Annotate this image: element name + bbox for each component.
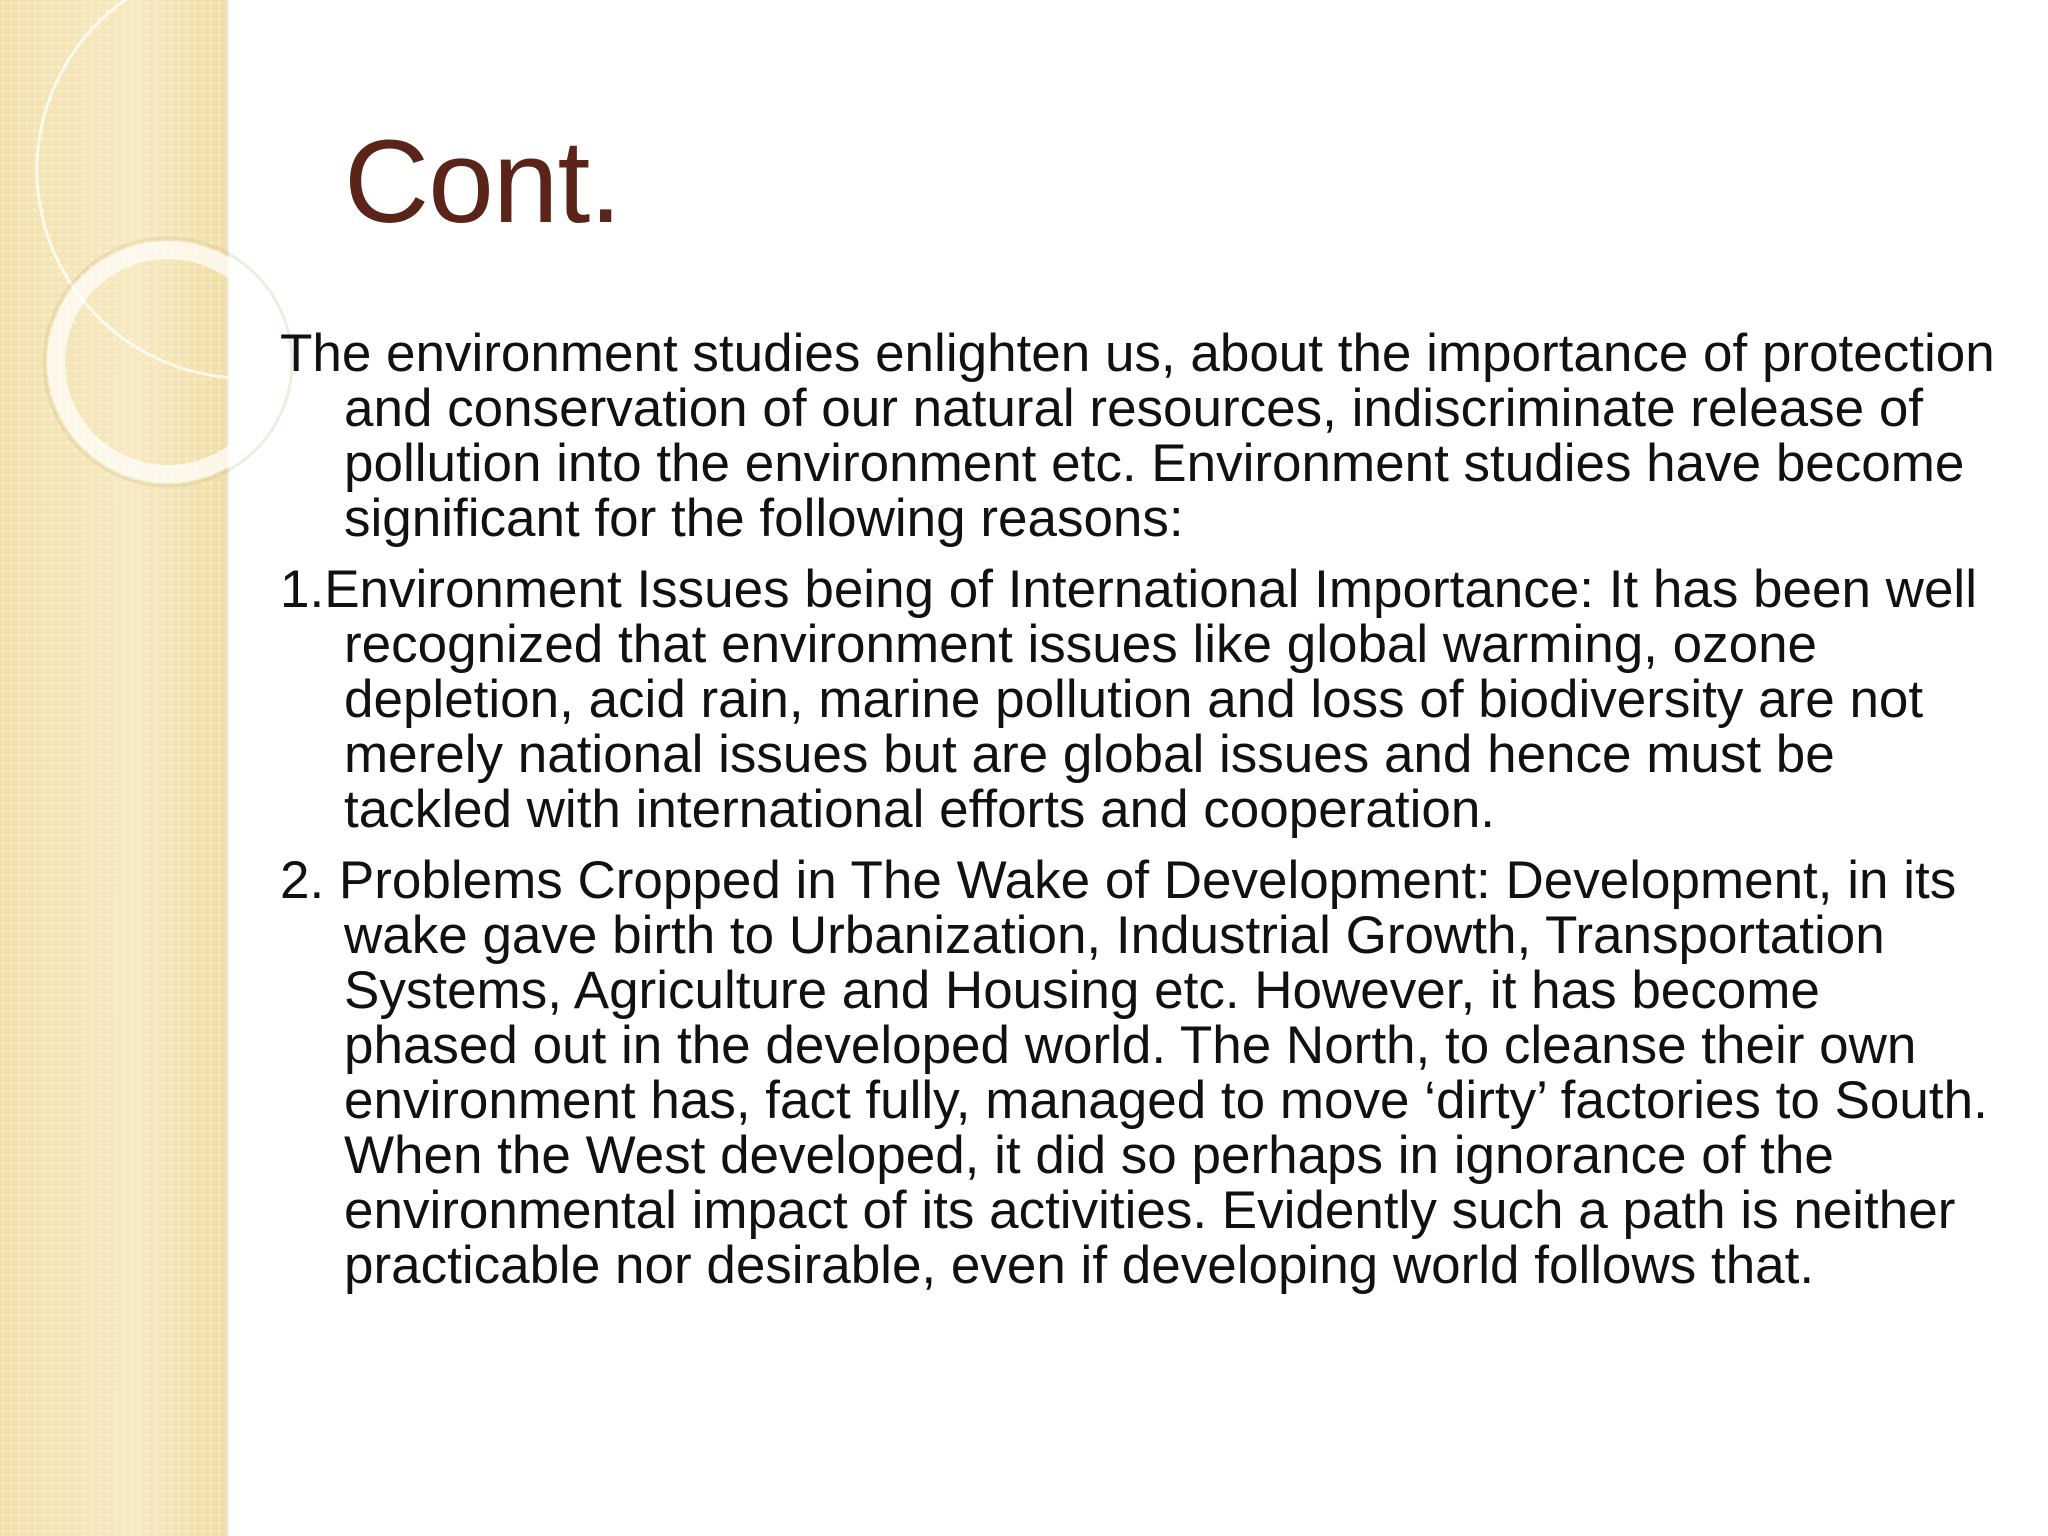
- point-1-paragraph: 1.Environment Issues being of International Importance: It has been well recognized that environment issues like global warming, ozone depletion, acid rain, marine pollution and loss of biodiversity are not merely national issues but are global issues and hence must be tackled with international efforts and cooperation.: [280, 560, 1977, 839]
- slide-title: Cont.: [344, 116, 622, 248]
- slide-body: [280, 326, 2000, 1309]
- decorative-circles: [0, 0, 300, 520]
- point-2-paragraph: 2. Problems Cropped in The Wake of Development: Development, in its wake gave birth to Urbanization, Industrial Growth, Transportation Systems, Agriculture and Housing etc. However, it has become phased out in the developed world. The North, to cleanse their own environment has, fact fully, managed to move ‘dirty’ factories to South. When the West developed, it did so perhaps in ignorance of the environmental impact of its activities. Evidently such a path is neither practicable nor desirable, even if developing world follows that.: [280, 851, 1988, 1295]
- decorative-large-ring: [37, 0, 300, 378]
- intro-paragraph: The environment studies enlighten us, about the importance of protection and conservation of our natural resources, indiscriminate release of pollution into the environment etc. Environment studies have become significant for the following reasons:: [280, 324, 1995, 548]
